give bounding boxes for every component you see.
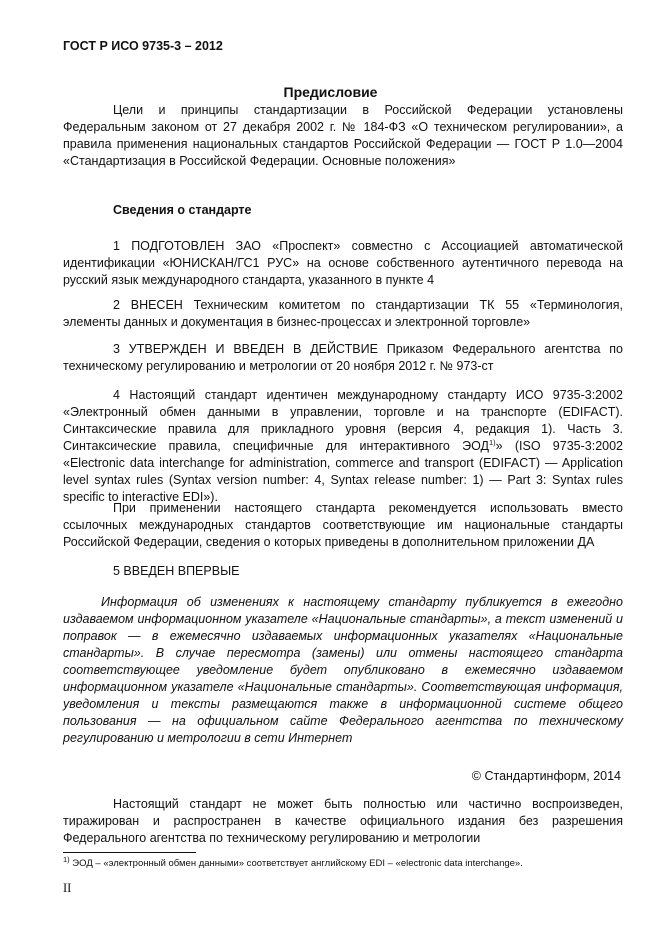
item-4-text-end: » (ISO 9735-3:2002 «Electronic data interchange for administration, commerce and transport (EDIFACT) — Application level syntax rules (Syntax version number: 4, Syntax release number: 1) — Part 3: Syntax rules specific to interactive EDI»).	[63, 439, 624, 504]
footnote-text: ЭОД – «электронный обмен данными» соответствует английскому EDI – «electronic data interchange».	[69, 858, 523, 869]
copyright-line: © Стандартинформ, 2014	[471, 769, 621, 783]
item-4-note-paragraph: При применении настоящего стандарта рекомендуется использовать вместо ссылочных международных стандартов соответствующие им национальные стандарты Российской Федерации, сведения о которых приведены в дополнительном приложении ДА	[63, 501, 623, 549]
reproduction-notice-paragraph: Настоящий стандарт не может быть полностью или частично воспроизведен, тиражирован и распространен в качестве официального издания без разрешения Федерального агентства по техническому регулированию и метрологии	[63, 797, 623, 845]
changes-info-paragraph: Информация об изменениях к настоящему стандарту публикуется в ежегодно издаваемом информационном указателе «Национальные стандарты», а текст изменений и поправок — в ежемесячно издаваемых информационных указателях «Национальные стандарты». В случае пересмотра (замены) или отмены настоящего стандарта соответствующее уведомление будет опубликовано в ежемесячно издаваемом информационном указателе «Национальные стандарты». Соответствующая информация, уведомления и тексты размещаются также в информационной системе общего пользования — на официальном сайте Федерального агентства по техническому регулированию и метрологии в сети Интернет	[63, 595, 623, 745]
footnote	[63, 854, 523, 869]
item-1-paragraph: 1 ПОДГОТОВЛЕН ЗАО «Проспект» совместно с Ассоциацией автоматической идентификации «ЮНИСКАН/ГС1 РУС» на основе собственного аутентичного перевода на русский язык международного стандарта, указанного в пункте 4	[63, 239, 623, 287]
item-4-paragraph	[63, 387, 623, 506]
item-5-paragraph: 5 ВВЕДЕН ВПЕРВЫЕ	[113, 564, 240, 578]
section-heading: Сведения о стандарте	[113, 203, 252, 217]
footnote-divider	[63, 852, 196, 853]
page-number: II	[63, 881, 72, 895]
footnote-mark: 1)	[63, 854, 70, 864]
item-2-paragraph: 2 ВНЕСЕН Техническим комитетом по стандартизации ТК 55 «Терминология, элементы данных и документация в бизнес-процессах и электронной торговле»	[63, 298, 623, 329]
intro-paragraph: Цели и принципы стандартизации в Российской Федерации установлены Федеральным законом от 27 декабря 2002 г. № 184-ФЗ «О техническом регулировании», а правила применения национальных стандартов Российской Федерации — ГОСТ Р 1.0—2004 «Стандартизация в Российской Федерации. Основные положения»	[63, 103, 623, 168]
footnote-ref-mark: 1)	[489, 437, 496, 447]
document-code-header: ГОСТ Р ИСО 9735-3 – 2012	[63, 39, 223, 53]
item-3-paragraph: 3 УТВЕРЖДЕН И ВВЕДЕН В ДЕЙСТВИЕ Приказом Федерального агентства по техническому регулированию и метрологии от 20 ноября 2012 г. № 973-ст	[63, 342, 623, 373]
page-title: Предисловие	[283, 84, 378, 100]
item-4-text-start: 4 Настоящий стандарт идентичен международному стандарту ИСО 9735-3:2002 «Электронный обмен данными в управлении, торговле и на транспорте (EDIFACT). Синтаксические правила для прикладного уровня (версия 4, редакция 1). Часть 3. Синтаксические правила, специфичные для интерактивного ЭОД	[63, 388, 623, 453]
